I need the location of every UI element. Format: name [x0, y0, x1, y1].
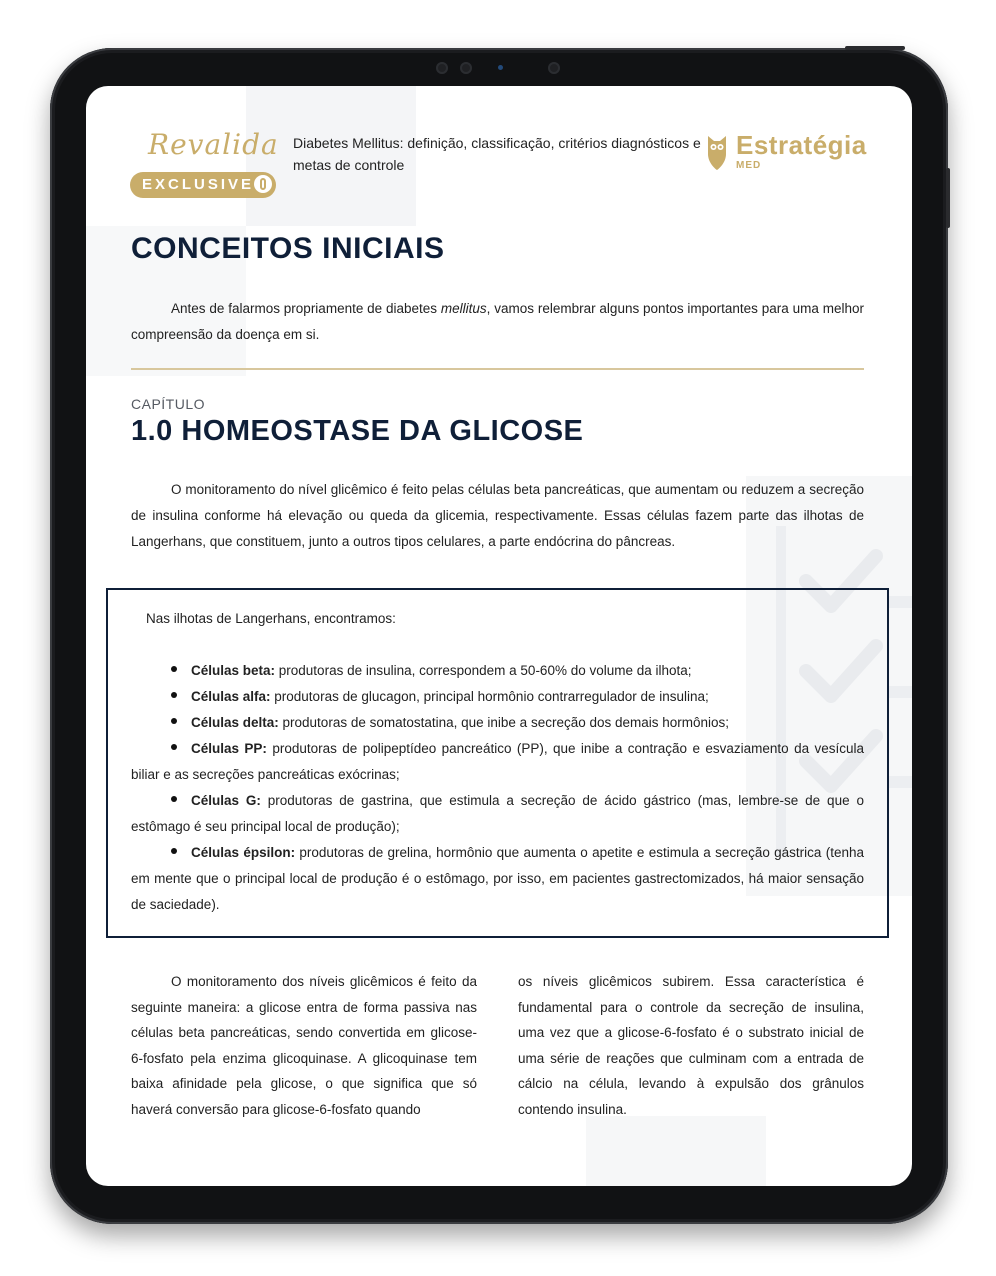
section-intro-paragraph	[131, 296, 864, 348]
intro-text-start: Antes de falarmos propriamente de diabetes	[171, 301, 441, 316]
owl-logo-icon	[706, 132, 728, 172]
list-item-term: Células PP:	[191, 741, 267, 756]
section-divider	[131, 368, 864, 370]
document-header-title: Diabetes Mellitus: definição, classificação, critérios diagnósticos e metas de controle	[293, 135, 701, 173]
list-item-text: produtoras de glucagon, principal hormônio contrarregulador de insulina;	[270, 689, 709, 704]
list-item-term: Células G:	[191, 793, 261, 808]
list-item-text: produtoras de insulina, correspondem a 50-60% do volume da ilhota;	[275, 663, 692, 678]
list-item-text: produtoras de grelina, hormônio que aumenta o apetite e estimula a secreção gástrica (tenha em mente que o principal local de produção é o estômago, por isso, em pacientes gastrectomizados, há maior sensação de saciedade).	[131, 845, 864, 912]
camera-icon	[460, 62, 472, 74]
volume-button	[946, 168, 950, 228]
list-item	[131, 736, 864, 788]
list-item	[131, 658, 864, 684]
badge-icon	[254, 175, 272, 193]
chapter-label: CAPÍTULO	[131, 396, 206, 412]
list-item-text: produtoras de gastrina, que estimula a secreção de ácido gástrico (mas, lembre-se de que o estômago é seu principal local de produção);	[131, 793, 864, 834]
logo-badge	[130, 172, 276, 198]
tablet-screen	[86, 86, 912, 1186]
document-page	[86, 86, 912, 1186]
list-item-text: produtoras de polipeptídeo pancreático (PP), que inibe a contração e esvaziamento da vesícula biliar e as secreções pancreáticas exócrinas;	[131, 741, 865, 782]
list-item-term: Células épsilon:	[191, 845, 296, 860]
list-item-term: Células alfa:	[191, 689, 271, 704]
bullet-icon	[171, 666, 177, 672]
left-column-text: O monitoramento dos níveis glicêmicos é feito da seguinte maneira: a glicose entra de forma passiva nas células beta pancreáticas, sendo convertida em glicose-6-fosfato pela enzima glicoquinase. A glicoquinase tem baixa afinidade pela glicose, o que significa que só haverá conversão para glicose-6-fosfato quando	[131, 974, 477, 1117]
logo-badge-label: EXCLUSIVE	[142, 176, 255, 193]
bullet-icon	[171, 718, 177, 724]
sensor-icon	[436, 62, 448, 74]
chapter-paragraph: O monitoramento do nível glicêmico é feito pelas células beta pancreáticas, que aumentam ou reduzem a secreção de insulina conforme há elevação ou queda da glicemia, respectivamente. Essas células fazem parte das ilhotas de Langerhans, que constituem, junto a outros tipos celulares, a parte endócrina do pâncreas.	[131, 482, 864, 549]
info-box-intro: Nas ilhotas de Langerhans, encontramos:	[146, 611, 396, 626]
list-item-term: Células delta:	[191, 715, 279, 730]
camera-bar	[430, 60, 630, 76]
sensor-icon	[548, 62, 560, 74]
list-item-text: produtoras de somatostatina, que inibe a secreção dos demais hormônios;	[278, 715, 730, 730]
list-item	[131, 710, 864, 736]
intro-text-end: , vamos relembrar alguns pontos importantes para uma melhor compreensão da doença em si.	[131, 301, 864, 342]
brand-sub: MED	[736, 160, 762, 171]
tablet-device	[50, 48, 948, 1224]
right-column-text: os níveis glicêmicos subirem. Essa característica é fundamental para o controle da secreção de insulina, uma vez que a glicose-6-fosfato é o substrato inicial de uma série de reações que culminam com a entrada de cálcio na célula, levando à expulsão dos grânulos contendo insulina.	[518, 974, 864, 1117]
list-item	[131, 684, 864, 710]
list-item-term: Células beta:	[191, 663, 276, 678]
bullet-icon	[171, 692, 177, 698]
camera-led-icon	[498, 65, 503, 70]
bullet-icon	[171, 796, 177, 802]
cell-type-list	[131, 658, 864, 918]
bullet-icon	[171, 744, 177, 750]
estrategia-med-logo	[706, 130, 876, 180]
chapter-title: 1.0 HOMEOSTASE DA GLICOSE	[131, 415, 584, 447]
brand-name: Estratégia	[736, 130, 867, 160]
logo-script: Revalida	[148, 128, 279, 161]
section-title: CONCEITOS INICIAIS	[131, 232, 445, 265]
intro-italic: mellitus	[440, 301, 487, 316]
power-button	[845, 46, 905, 50]
list-item	[131, 788, 864, 840]
bullet-icon	[171, 848, 177, 854]
revalida-exclusive-logo	[130, 128, 280, 200]
list-item	[131, 840, 864, 918]
